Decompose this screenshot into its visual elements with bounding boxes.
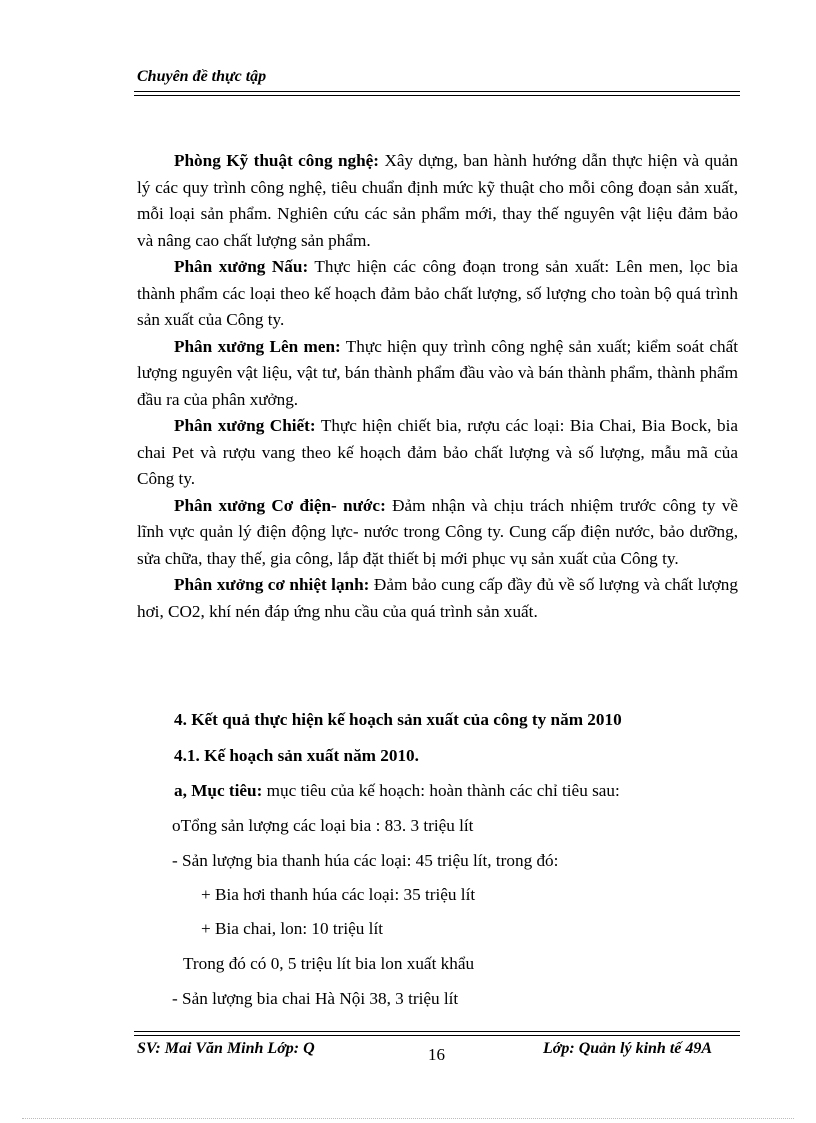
list-item: - Sản lượng bia thanh húa các loại: 45 triệu lít, trong đó:: [172, 851, 559, 870]
paragraph: [137, 254, 738, 334]
body-text: [137, 148, 738, 625]
paragraph-heading: Phân xưởng Cơ điện- nước:: [174, 495, 386, 515]
paragraph: [137, 148, 738, 254]
footer-rule-thin: [134, 1031, 740, 1032]
list-item: - Sản lượng bia chai Hà Nội 38, 3 triệu lít: [172, 989, 459, 1008]
footer-rule: [134, 1035, 740, 1036]
page-number: 16: [428, 1045, 445, 1064]
list-item: Trong đó có 0, 5 triệu lít bia lon xuất khẩu: [183, 954, 475, 973]
paragraph-text: Thực hiện các công đoạn trong sản xuất: Lên men, lọc bia thành phẩm các loại theo kế hoạch đảm bảo chất lượng, số lượng cho toàn bộ quá trình sản xuất của Công ty.: [137, 257, 739, 329]
paragraph: [137, 413, 738, 493]
paragraph-heading: Phân xưởng cơ nhiệt lạnh:: [174, 575, 370, 594]
paragraph-text: Xây dựng, ban hành hướng dẫn thực hiện và quản lý các quy trình công nghệ, tiêu chuẩn định mức kỹ thuật cho mỗi công đoạn sản xuất, mỗi loại sản phẩm. Nghiên cứu các sản phẩm mới, thay thế nguyên vật liệu đảm bảo và nâng cao chất lượng sản phẩm.: [137, 151, 738, 250]
header-rule: [134, 91, 740, 92]
section-title: 4. Kết quả thực hiện kế hoạch sản xuất của công ty năm 2010: [174, 710, 622, 729]
paragraph: [137, 334, 738, 414]
page-edge: [22, 1118, 794, 1119]
list-item: oTổng sản lượng các loại bia : 83. 3 triệu lít: [172, 816, 474, 835]
paragraph-text: Thực hiện quy trình công nghệ sản xuất; kiểm soát chất lượng nguyên vật liệu, vật tư, bán thành phẩm đầu vào và bán thành phẩm, thành phẩm đầu ra của phân xưởng.: [137, 336, 739, 409]
list-item: + Bia chai, lon: 10 triệu lít: [201, 919, 384, 938]
section-subtitle: 4.1. Kế hoạch sản xuất năm 2010.: [174, 746, 419, 765]
header-title: Chuyên đề thực tập: [137, 68, 267, 85]
footer-student: SV: Mai Văn Minh Lớp: Q: [137, 1040, 315, 1057]
paragraph-heading: Phân xưởng Chiết:: [174, 416, 316, 435]
paragraph-text: Đảm nhận và chịu trách nhiệm trước công ty về lĩnh vực quản lý điện động lực- nước trong Công ty. Cung cấp điện nước, bảo dưỡng, sửa chữa, thay thế, gia công, lắp đặt thiết bị mới phục vụ sản xuất của Công ty.: [137, 495, 738, 568]
goal-line: [174, 781, 620, 801]
paragraph: [137, 493, 738, 573]
paragraph-text: Thực hiện chiết bia, rượu các loại: Bia Chai, Bia Bock, bia chai Pet và rượu vang theo kế hoạch đảm bảo chất lượng và số lượng, mẫu mã của Công ty.: [137, 416, 738, 488]
paragraph-heading: Phòng Kỹ thuật công nghệ:: [174, 151, 380, 170]
goal-label: a, Mục tiêu:: [174, 781, 263, 800]
header-rule-thin: [134, 95, 740, 96]
list-item: + Bia hơi thanh húa các loại: 35 triệu lít: [201, 885, 476, 904]
paragraph: [137, 572, 738, 625]
paragraph-text: Đảm bảo cung cấp đầy đủ về số lượng và chất lượng hơi, CO2, khí nén đáp ứng nhu cầu của quá trình sản xuất.: [137, 575, 738, 621]
footer-class: Lớp: Quản lý kinh tế 49A: [543, 1040, 713, 1057]
paragraph-heading: Phân xưởng Nấu:: [174, 257, 309, 276]
goal-text: mục tiêu của kế hoạch: hoàn thành các chỉ tiêu sau:: [262, 781, 620, 800]
paragraph-heading: Phân xưởng Lên men:: [174, 336, 341, 356]
